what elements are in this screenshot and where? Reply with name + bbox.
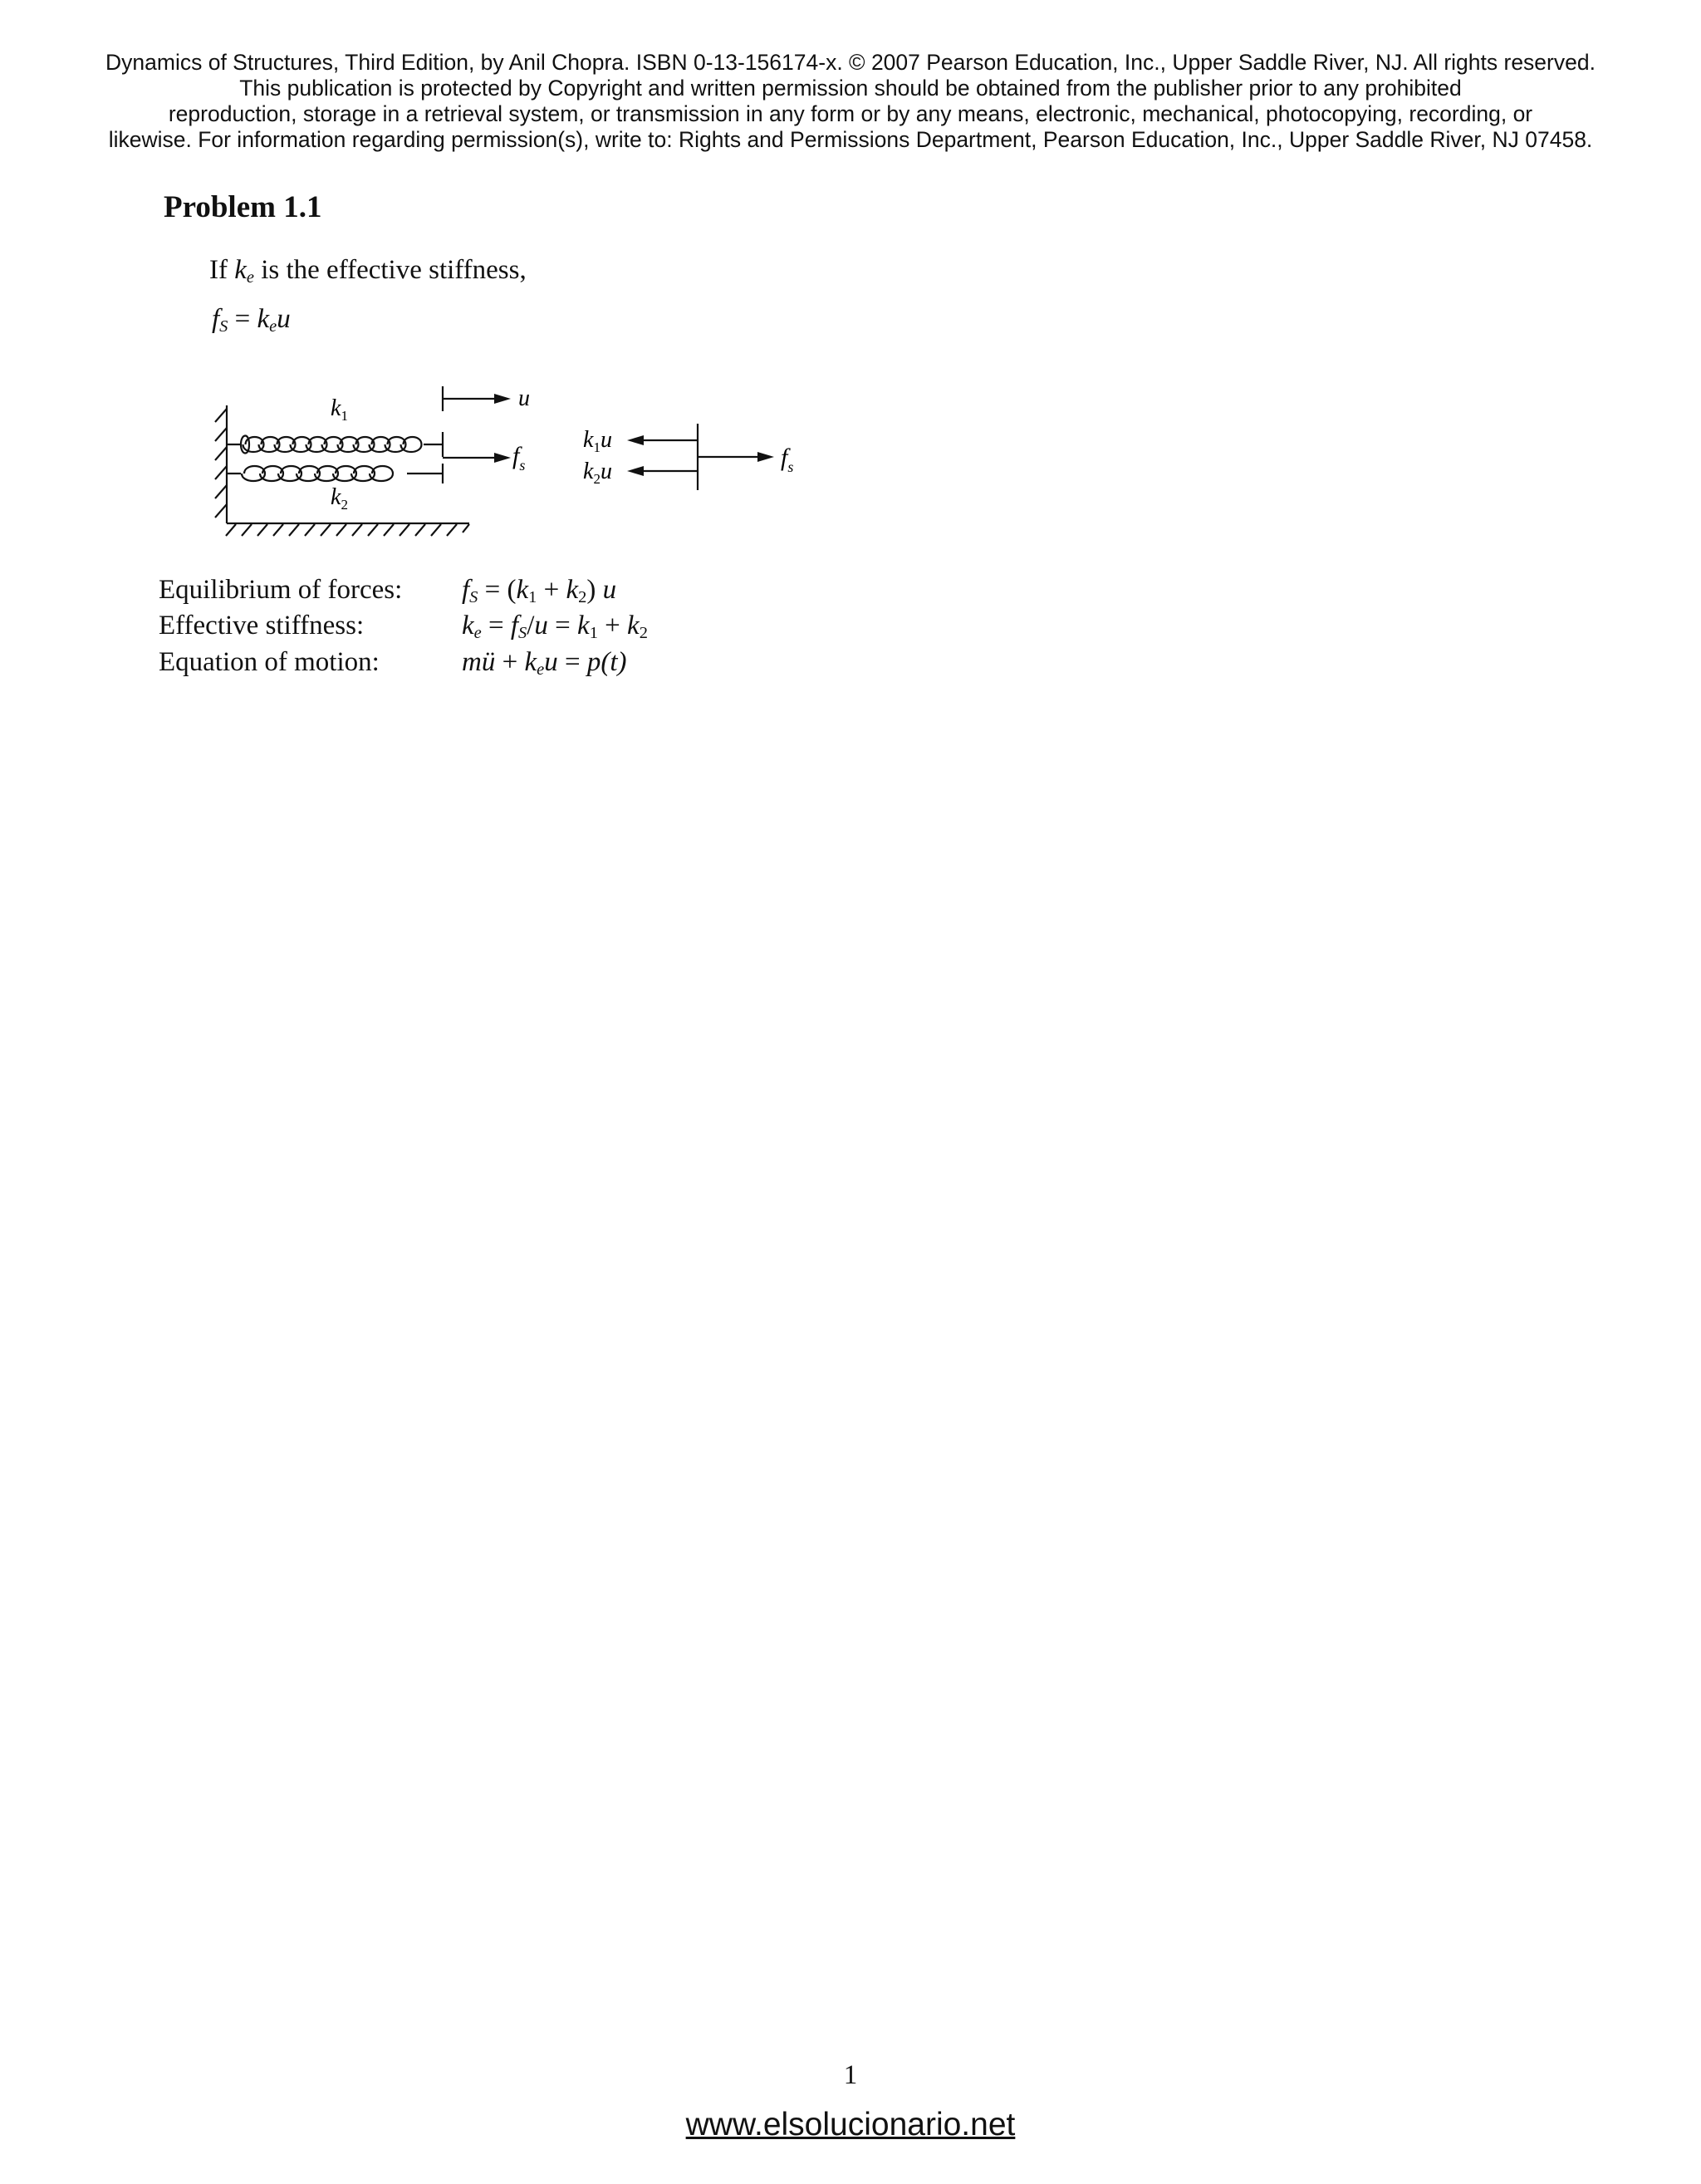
spring-k1 xyxy=(227,432,443,457)
label-k1: $k_1$ xyxy=(331,395,348,424)
equation-label-motion: Equation of motion: xyxy=(159,647,380,677)
formula-lhs: f xyxy=(212,304,220,334)
label-k2u: $k_2u$ xyxy=(583,459,612,487)
copyright-line-4: likewise. For information regarding permission(s), write to: Rights and Permissions Department, Pearson Education, Inc., Upper Saddle River, NJ 07458. xyxy=(108,127,1593,152)
ground-hatching xyxy=(226,524,469,536)
problem-title: Problem 1.1 xyxy=(164,190,322,224)
copyright-line-2: This publication is protected by Copyright and written permission should be obtained from the publisher prior to any prohibited xyxy=(239,76,1462,101)
equation-equilibrium: $f_S = (k_1 + k_2)$ u xyxy=(462,575,617,607)
equation-effective-stiffness: $k_e = f_S/u = k_1 + k_2$ xyxy=(462,611,648,643)
footer-url-link[interactable]: www.elsolucionario.net xyxy=(685,2107,1016,2142)
wall-hatching xyxy=(215,409,227,518)
label-fs-right: $f_s$ xyxy=(781,444,794,475)
spring-k2 xyxy=(227,464,443,483)
equation-label-equilibrium: Equilibrium of forces: xyxy=(159,575,403,605)
copyright-line-1: Dynamics of Structures, Third Edition, by Anil Chopra. ISBN 0-13-156174-x. © 2007 Pearson Education, Inc., Upper Saddle River, NJ. All rights reserved. xyxy=(105,50,1596,75)
equation-label-effective-stiffness: Effective stiffness: xyxy=(159,611,365,640)
k2u-arrow-head xyxy=(627,466,644,476)
formula-lhs-sub: S xyxy=(219,317,228,336)
equation-motion: mü + $k_eu = p(t)$ xyxy=(462,647,627,680)
u-arrow-head xyxy=(494,394,511,404)
intro-suffix: is the effective stiffness, xyxy=(253,255,527,285)
formula-u: u xyxy=(277,304,291,334)
label-u: u xyxy=(518,385,530,411)
copyright-line-3: reproduction, storage in a retrieval system, or transmission in any form or by any means, electronic, mechanical, photocopying, recording, or xyxy=(168,101,1533,126)
label-fs: $f_s$ xyxy=(512,442,526,474)
label-k2: $k_2$ xyxy=(331,484,348,513)
fs-right-arrow-head xyxy=(757,452,774,462)
fs-arrow-head xyxy=(494,453,511,463)
spring-coil xyxy=(243,437,422,452)
label-k1u: $k_1u$ xyxy=(583,427,612,455)
k1u-arrow-head xyxy=(627,435,644,445)
formula-k: k xyxy=(257,304,270,334)
formula-k-sub: e xyxy=(269,317,277,336)
intro-sub: e xyxy=(246,268,254,287)
formula-eq: = xyxy=(228,304,257,334)
intro-prefix: If xyxy=(209,255,235,285)
page-number: 1 xyxy=(843,2060,858,2090)
intro-var: k xyxy=(234,255,247,285)
spring-coil xyxy=(242,466,393,481)
